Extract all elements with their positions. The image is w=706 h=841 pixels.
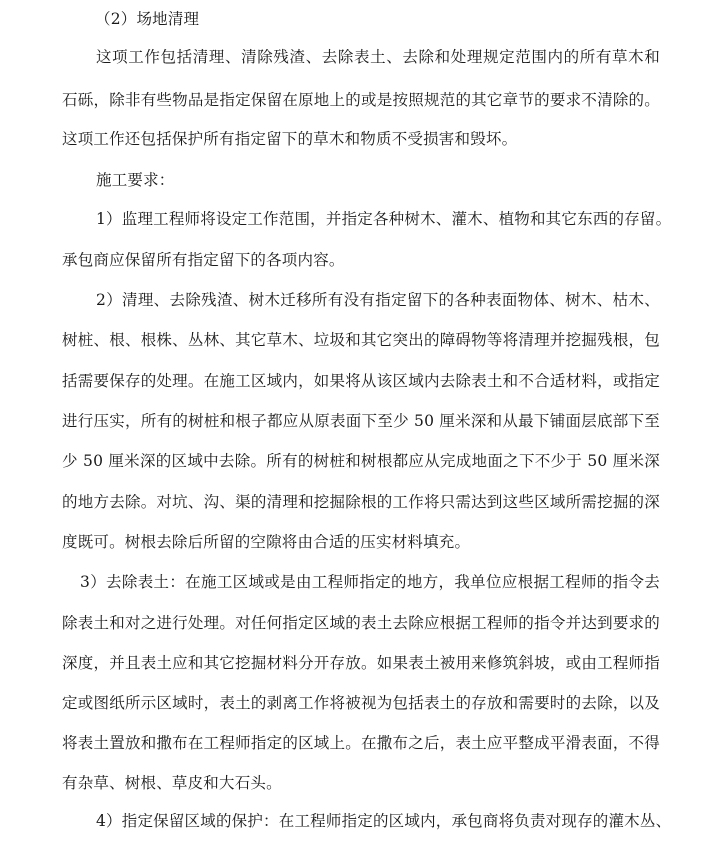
paragraph-line: 这项工作包括清理、清除残渣、去除表土、去除和处理规定范围内的所有草木和: [96, 48, 660, 66]
paragraph-line: 少 50 厘米深的区域中去除。所有的树桩和树根都应从完成地面之下不少于 50 厘米深: [62, 452, 660, 470]
paragraph-line: 的地方去除。对坑、沟、渠的清理和挖掘除根的工作将只需达到这些区域所需挖掘的深: [62, 493, 660, 511]
paragraph-line: 石砾，除非有些物品是指定保留在原地上的或是按照规范的其它章节的要求不清除的。: [62, 91, 660, 109]
paragraph-line: 度既可。树根去除后所留的空隙将由合适的压实材料填充。: [62, 533, 471, 551]
paragraph-line: 承包商应保留所有指定留下的各项内容。: [62, 251, 345, 269]
paragraph-line: 将表土置放和撒布在工程师指定的区域上。在撒布之后，表土应平整成平滑表面，不得: [62, 734, 660, 752]
paragraph-line: 3）去除表土：在施工区域或是由工程师指定的地方，我单位应根据工程师的指令去: [80, 573, 660, 591]
section-heading: （2）场地清理: [95, 10, 200, 28]
subheading: 施工要求：: [96, 171, 175, 189]
paragraph-line: 定或图纸所示区域时，表土的剥离工作将被视为包括表土的存放和需要时的去除，以及: [62, 694, 660, 712]
paragraph-line: 进行压实，所有的树桩和根子都应从原表面下至少 50 厘米深和从最下铺面层底部下至: [62, 412, 660, 430]
paragraph-line: 1）监理工程师将设定工作范围，并指定各种树木、灌木、植物和其它东西的存留。: [96, 210, 672, 228]
paragraph-line: 括需要保存的处理。在施工区域内，如果将从该区域内去除表土和不合适材料，或指定: [62, 372, 660, 390]
paragraph-line: 2）清理、去除残渣、树木迁移所有没有指定留下的各种表面物体、树木、枯木、: [96, 291, 660, 309]
paragraph-line: 树桩、根、根株、丛林、其它草木、垃圾和其它突出的障碍物等将清理并挖掘残根，包: [62, 331, 660, 349]
paragraph-line: 除表土和对之进行处理。对任何指定区域的表土去除应根据工程师的指令并达到要求的: [62, 614, 660, 632]
paragraph-line: 这项工作还包括保护所有指定留下的草木和物质不受损害和毁坏。: [62, 130, 518, 148]
paragraph-line: 4）指定保留区域的保护：在工程师指定的区域内，承包商将负责对现存的灌木丛、: [96, 812, 672, 830]
paragraph-line: 深度，并且表土应和其它挖掘材料分开存放。如果表土被用来修筑斜坡，或由工程师指: [62, 654, 660, 672]
paragraph-line: 有杂草、树根、草皮和大石头。: [62, 774, 282, 792]
